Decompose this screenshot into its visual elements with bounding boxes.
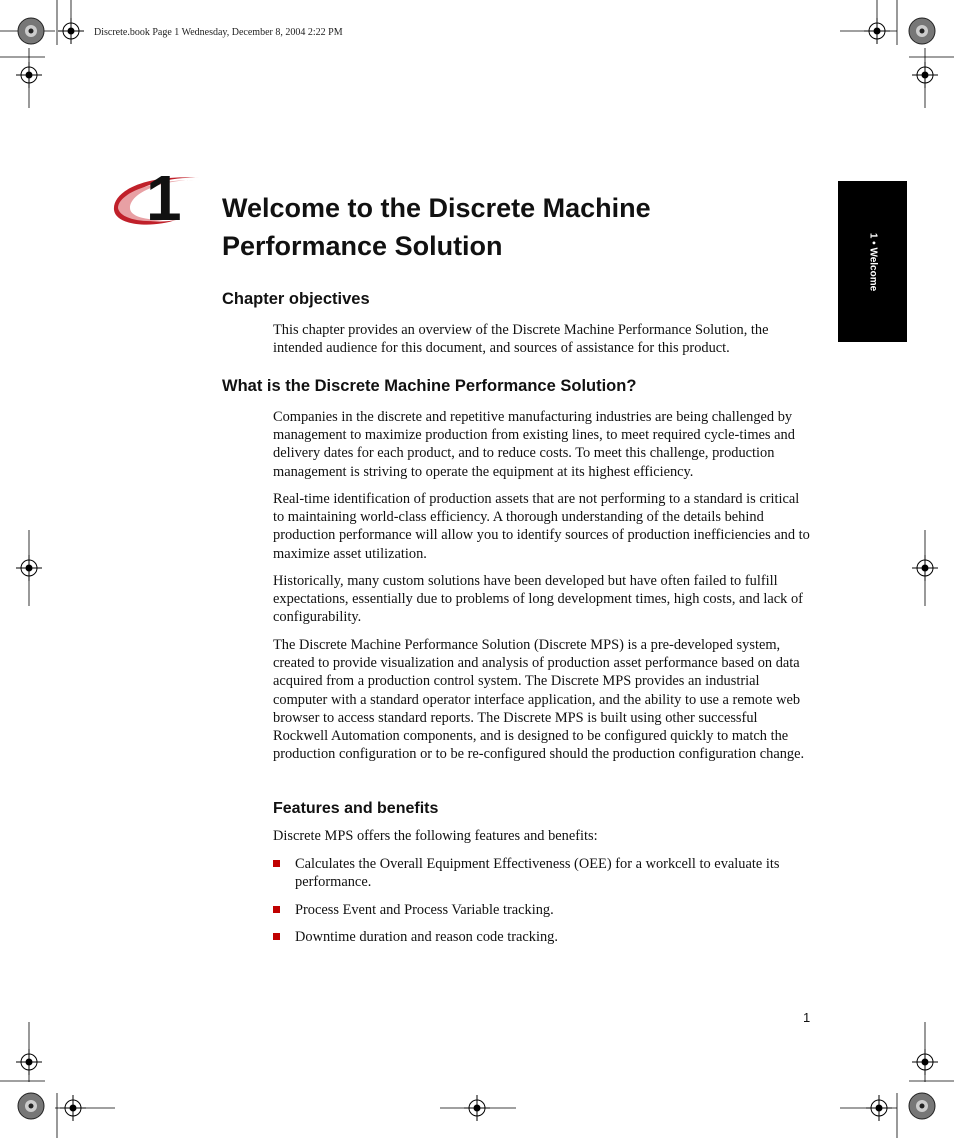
- chapter-number-badge: [108, 162, 208, 238]
- objectives-text: This chapter provides an overview of the Discrete Machine Performance Solution, the intended audience for this document, and sources of assistance for this product.: [273, 322, 769, 357]
- paragraph-2: Real-time identification of production assets that are not performing to a standard is critical to maintaining world-class efficiency. A thorough understanding of the details behind production performance will allow you to identify sources of production inefficiencies and to maximize asset utilization.: [273, 491, 810, 562]
- list-item-text: Downtime duration and reason code tracking.: [295, 929, 558, 945]
- list-item-text: Calculates the Overall Equipment Effectiveness (OEE) for a workcell to evaluate its performance.: [295, 856, 780, 891]
- chapter-number: 1: [146, 162, 182, 234]
- bullet-square-icon: [273, 860, 280, 867]
- paragraph-4: The Discrete Machine Performance Solution (Discrete MPS) is a pre-developed system, created to provide visualization and analysis of production asset performance based on data acquired from a production control system. The Discrete MPS provides an industrial computer with a standard operator interface application, and the ability to use a remote web browser to access standard reports. The Discrete MPS is built using other successful Rockwell Automation components, and is designed to be configured quickly to match the production configuration or to be re-configured should the production configuration change.: [273, 637, 805, 763]
- list-item: [273, 855, 813, 891]
- objectives-heading: Chapter objectives: [222, 290, 370, 308]
- side-tab-label: 1 • Welcome: [867, 232, 878, 291]
- chapter-title-line2: Performance Solution: [222, 231, 503, 261]
- page-number: 1: [803, 1010, 811, 1025]
- features-intro: Discrete MPS offers the following features and benefits:: [273, 828, 598, 844]
- list-item-text: Process Event and Process Variable tracking.: [295, 902, 554, 918]
- features-heading: Features and benefits: [273, 800, 439, 817]
- print-header: Discrete.book Page 1 Wednesday, December 8, 2004 2:22 PM: [94, 27, 343, 38]
- chapter-title: [222, 189, 782, 265]
- list-item: [273, 928, 813, 946]
- chapter-title-line1: Welcome to the Discrete Machine: [222, 193, 651, 223]
- paragraph-1: Companies in the discrete and repetitive manufacturing industries are being challenged by management to maximize production from existing lines, to meet required cycle-times and delivery dates for each product, and to reduce costs. To meet this challenge, production management is striving to operate the equipment at its highest efficiency.: [273, 409, 795, 480]
- chapter-side-tab: [838, 181, 907, 342]
- list-item: [273, 901, 813, 919]
- paragraph-3: Historically, many custom solutions have been developed but have often failed to fulfill expectations, essentially due to problems of long development times, high costs, and lack of configurability.: [273, 573, 803, 626]
- bullet-square-icon: [273, 906, 280, 913]
- bullet-square-icon: [273, 933, 280, 940]
- what-is-heading: What is the Discrete Machine Performance Solution?: [222, 377, 637, 395]
